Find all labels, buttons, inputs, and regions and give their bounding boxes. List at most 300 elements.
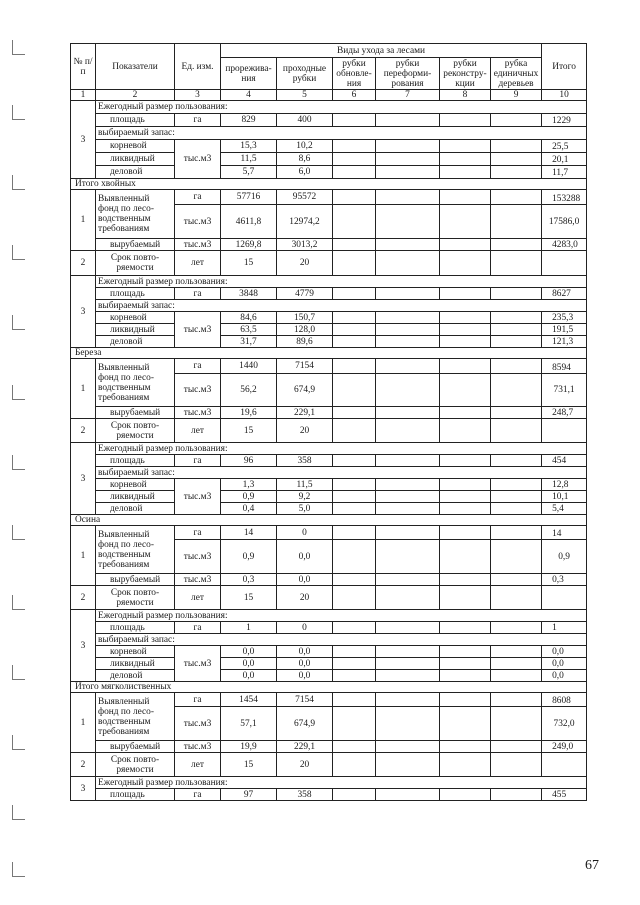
empty-cell (491, 312, 542, 324)
empty-cell (333, 251, 376, 276)
area-label: площадь (96, 455, 175, 467)
empty-cell (491, 658, 542, 670)
empty-cell (376, 239, 440, 251)
empty-cell (440, 140, 491, 153)
unit-cell: тыс.м3 (175, 205, 221, 239)
value-cell: 6,0 (277, 166, 333, 179)
empty-cell (491, 407, 542, 419)
value-cell: 96 (221, 455, 277, 467)
empty-cell (440, 707, 491, 741)
value-cell: 1440 (221, 359, 277, 374)
unit-cell: тыс.м3 (175, 540, 221, 574)
stock-label: выбираемый запас: (96, 634, 587, 646)
value-cell: 1454 (221, 693, 277, 707)
empty-cell (491, 288, 542, 300)
value-cell: 358 (277, 455, 333, 467)
row-number: 3 (71, 443, 96, 515)
value-cell: 11,5 (277, 479, 333, 491)
empty-cell (491, 586, 542, 610)
column-number: 8 (440, 90, 491, 101)
empty-cell (376, 646, 440, 658)
unit-cell: лет (175, 753, 221, 777)
empty-cell (376, 407, 440, 419)
value-cell: 829 (221, 114, 277, 127)
value-cell: 0,9 (221, 491, 277, 503)
empty-cell (333, 540, 376, 574)
value-cell: 63,5 (221, 324, 277, 336)
header-col: рубки обновле-ния (333, 58, 376, 90)
empty-cell (491, 419, 542, 443)
table-row (71, 789, 587, 801)
value-cell: 0,0 (277, 646, 333, 658)
unit-cell: тыс.м3 (175, 574, 221, 586)
empty-cell (333, 693, 376, 707)
annual-use-label: Ежегодный размер пользования: (96, 610, 587, 622)
value-cell: 0 (277, 622, 333, 634)
root-label: корневой (96, 140, 175, 153)
empty-cell (333, 491, 376, 503)
table-row (71, 419, 587, 443)
empty-cell (491, 526, 542, 540)
empty-cell (376, 336, 440, 348)
empty-cell (440, 336, 491, 348)
empty-cell (376, 140, 440, 153)
value-cell: 358 (277, 789, 333, 801)
root-label: корневой (96, 646, 175, 658)
value-cell: 15 (221, 251, 277, 276)
empty-cell (333, 407, 376, 419)
empty-cell (491, 166, 542, 179)
table-row (71, 526, 587, 540)
empty-cell (440, 753, 491, 777)
empty-cell (376, 251, 440, 276)
empty-cell (440, 251, 491, 276)
table-row (71, 239, 587, 251)
fund-label: Выявленный фонд по лесо-водственным требованиям (96, 190, 175, 239)
page-number: 67 (585, 858, 599, 873)
empty-cell (440, 166, 491, 179)
value-cell: 57,1 (221, 707, 277, 741)
empty-cell (491, 114, 542, 127)
unit-cell: га (175, 288, 221, 300)
header-unit: Ед. изм. (175, 44, 221, 90)
root-label: корневой (96, 312, 175, 324)
section-heading-row (71, 348, 587, 359)
empty-cell (376, 753, 440, 777)
empty-cell (333, 239, 376, 251)
column-number: 5 (277, 90, 333, 101)
table-row (71, 574, 587, 586)
cut-label: вырубаемый (96, 574, 175, 586)
empty-cell (376, 670, 440, 682)
value-cell: 400 (277, 114, 333, 127)
column-number: 6 (333, 90, 376, 101)
total-cell: 8627 (542, 288, 587, 300)
unit-cell: лет (175, 251, 221, 276)
total-cell: 0,3 (542, 574, 587, 586)
empty-cell (440, 114, 491, 127)
table-row (71, 140, 587, 153)
empty-cell (376, 574, 440, 586)
empty-cell (440, 407, 491, 419)
total-cell: 454 (542, 455, 587, 467)
empty-cell (491, 670, 542, 682)
table-row (71, 646, 587, 658)
empty-cell (491, 574, 542, 586)
empty-cell (333, 658, 376, 670)
total-cell: 731,1 (542, 374, 587, 407)
liquid-label: ликвидный (96, 658, 175, 670)
empty-cell (491, 205, 542, 239)
table-row (71, 443, 587, 455)
section-heading-row (71, 515, 587, 526)
table-row (71, 658, 587, 670)
value-cell: 7154 (277, 359, 333, 374)
value-cell: 150,7 (277, 312, 333, 324)
empty-cell (491, 491, 542, 503)
row-number: 2 (71, 251, 96, 276)
value-cell: 0 (277, 526, 333, 540)
total-cell: 10,1 (542, 491, 587, 503)
empty-cell (440, 205, 491, 239)
empty-cell (491, 622, 542, 634)
unit-cell: га (175, 526, 221, 540)
empty-cell (440, 526, 491, 540)
unit-cell: тыс.м3 (175, 707, 221, 741)
empty-cell (333, 140, 376, 153)
value-cell: 3013,2 (277, 239, 333, 251)
total-cell: 8594 (542, 359, 587, 374)
column-number: 3 (175, 90, 221, 101)
table-row (71, 407, 587, 419)
total-cell: 0,9 (542, 540, 587, 574)
empty-cell (333, 741, 376, 753)
value-cell: 0,0 (277, 540, 333, 574)
total-cell: 121,3 (542, 336, 587, 348)
value-cell: 0,0 (221, 670, 277, 682)
empty-cell (440, 455, 491, 467)
row-number: 2 (71, 419, 96, 443)
table-row (71, 153, 587, 166)
value-cell: 20 (277, 251, 333, 276)
empty-cell (440, 419, 491, 443)
empty-cell (440, 374, 491, 407)
value-cell: 3848 (221, 288, 277, 300)
header-col: рубки переформи-рования (376, 58, 440, 90)
column-number: 10 (542, 90, 587, 101)
total-cell: 8608 (542, 693, 587, 707)
business-label: деловой (96, 503, 175, 515)
value-cell: 1269,8 (221, 239, 277, 251)
empty-cell (491, 503, 542, 515)
column-number-row (71, 90, 587, 101)
empty-cell (376, 707, 440, 741)
value-cell: 0,3 (221, 574, 277, 586)
unit-cell: тыс.м3 (175, 140, 221, 179)
empty-cell (542, 753, 587, 777)
empty-cell (333, 312, 376, 324)
table-header-row (71, 44, 587, 58)
empty-cell (376, 479, 440, 491)
total-cell: 153288 (542, 190, 587, 205)
total-cell: 20,1 (542, 153, 587, 166)
fund-label: Выявленный фонд по лесо-водственным требованиям (96, 526, 175, 574)
empty-cell (440, 741, 491, 753)
total-cell: 25,5 (542, 140, 587, 153)
value-cell: 0,0 (277, 574, 333, 586)
binding-marks (0, 0, 30, 905)
value-cell: 0,4 (221, 503, 277, 515)
empty-cell (376, 153, 440, 166)
table-row (71, 777, 587, 789)
column-number: 7 (376, 90, 440, 101)
value-cell: 1 (221, 622, 277, 634)
period-label: Срок повто-ряемости (96, 753, 175, 777)
value-cell: 5,0 (277, 503, 333, 515)
value-cell: 12974,2 (277, 205, 333, 239)
empty-cell (333, 622, 376, 634)
unit-cell: га (175, 789, 221, 801)
table-row (71, 753, 587, 777)
unit-cell: га (175, 114, 221, 127)
total-cell: 14 (542, 526, 587, 540)
table-row (71, 114, 587, 127)
value-cell: 31,7 (221, 336, 277, 348)
section-title: Осина (71, 515, 587, 526)
cut-label: вырубаемый (96, 407, 175, 419)
empty-cell (491, 239, 542, 251)
value-cell: 7154 (277, 693, 333, 707)
empty-cell (491, 359, 542, 374)
unit-cell: тыс.м3 (175, 646, 221, 682)
empty-cell (491, 251, 542, 276)
table-row (71, 324, 587, 336)
empty-cell (333, 359, 376, 374)
header-col: рубка единичных деревьев (491, 58, 542, 90)
empty-cell (333, 374, 376, 407)
annual-use-label: Ежегодный размер пользования: (96, 443, 587, 455)
value-cell: 15 (221, 753, 277, 777)
empty-cell (491, 707, 542, 741)
empty-cell (333, 526, 376, 540)
empty-cell (376, 419, 440, 443)
empty-cell (440, 359, 491, 374)
header-indicators: Показатели (96, 44, 175, 90)
empty-cell (376, 114, 440, 127)
table-row (71, 741, 587, 753)
fund-label: Выявленный фонд по лесо-водственным требованиям (96, 359, 175, 407)
business-label: деловой (96, 336, 175, 348)
empty-cell (376, 622, 440, 634)
table-row (71, 455, 587, 467)
empty-cell (440, 312, 491, 324)
total-cell: 0,0 (542, 646, 587, 658)
total-cell: 1 (542, 622, 587, 634)
empty-cell (376, 359, 440, 374)
empty-cell (376, 658, 440, 670)
empty-cell (333, 789, 376, 801)
empty-cell (491, 455, 542, 467)
value-cell: 9,2 (277, 491, 333, 503)
empty-cell (376, 526, 440, 540)
empty-cell (440, 540, 491, 574)
empty-cell (333, 114, 376, 127)
unit-cell: га (175, 455, 221, 467)
unit-cell: тыс.м3 (175, 407, 221, 419)
area-label: площадь (96, 114, 175, 127)
empty-cell (440, 789, 491, 801)
empty-cell (491, 140, 542, 153)
empty-cell (440, 479, 491, 491)
value-cell: 1,3 (221, 479, 277, 491)
value-cell: 229,1 (277, 741, 333, 753)
value-cell: 95572 (277, 190, 333, 205)
empty-cell (440, 288, 491, 300)
header-col: проходные рубки (277, 58, 333, 90)
area-label: площадь (96, 789, 175, 801)
empty-cell (333, 646, 376, 658)
table-row (71, 479, 587, 491)
cut-label: вырубаемый (96, 239, 175, 251)
value-cell: 0,0 (221, 646, 277, 658)
total-cell: 12,8 (542, 479, 587, 491)
table-row (71, 127, 587, 140)
value-cell: 15,3 (221, 140, 277, 153)
value-cell: 15 (221, 419, 277, 443)
empty-cell (491, 336, 542, 348)
empty-cell (376, 288, 440, 300)
empty-cell (491, 153, 542, 166)
annual-use-label: Ежегодный размер пользования: (96, 101, 587, 114)
empty-cell (440, 693, 491, 707)
table-row (71, 288, 587, 300)
table-row (71, 634, 587, 646)
table-row (71, 491, 587, 503)
area-label: площадь (96, 622, 175, 634)
area-label: площадь (96, 288, 175, 300)
total-cell: 455 (542, 789, 587, 801)
column-number: 4 (221, 90, 277, 101)
unit-cell: тыс.м3 (175, 312, 221, 348)
empty-cell (333, 479, 376, 491)
annual-use-label: Ежегодный размер пользования: (96, 276, 587, 288)
value-cell: 5,7 (221, 166, 277, 179)
table-row (71, 336, 587, 348)
empty-cell (440, 239, 491, 251)
unit-cell: га (175, 359, 221, 374)
empty-cell (491, 324, 542, 336)
empty-cell (376, 503, 440, 515)
empty-cell (376, 455, 440, 467)
table-row (71, 101, 587, 114)
empty-cell (440, 574, 491, 586)
value-cell: 84,6 (221, 312, 277, 324)
unit-cell: га (175, 693, 221, 707)
unit-cell: лет (175, 419, 221, 443)
total-cell: 0,0 (542, 658, 587, 670)
empty-cell (440, 622, 491, 634)
unit-cell: тыс.м3 (175, 239, 221, 251)
row-number: 3 (71, 777, 96, 801)
empty-cell (333, 419, 376, 443)
empty-cell (333, 166, 376, 179)
empty-cell (333, 288, 376, 300)
empty-cell (376, 312, 440, 324)
empty-cell (491, 540, 542, 574)
value-cell: 4779 (277, 288, 333, 300)
empty-cell (440, 503, 491, 515)
total-cell: 0,0 (542, 670, 587, 682)
table-row (71, 693, 587, 707)
empty-cell (440, 658, 491, 670)
table-row (71, 670, 587, 682)
empty-cell (376, 586, 440, 610)
unit-cell: га (175, 190, 221, 205)
value-cell: 674,9 (277, 374, 333, 407)
table-row (71, 276, 587, 288)
row-number: 1 (71, 526, 96, 586)
value-cell: 229,1 (277, 407, 333, 419)
total-cell: 732,0 (542, 707, 587, 741)
empty-cell (333, 190, 376, 205)
unit-cell: га (175, 622, 221, 634)
period-label: Срок повто-ряемости (96, 251, 175, 276)
value-cell: 19,9 (221, 741, 277, 753)
empty-cell (376, 693, 440, 707)
empty-cell (333, 586, 376, 610)
empty-cell (376, 540, 440, 574)
total-cell: 235,3 (542, 312, 587, 324)
stock-label: выбираемый запас: (96, 467, 587, 479)
column-number: 2 (96, 90, 175, 101)
value-cell: 10,2 (277, 140, 333, 153)
empty-cell (333, 336, 376, 348)
period-label: Срок повто-ряемости (96, 586, 175, 610)
empty-cell (333, 503, 376, 515)
table-row (71, 610, 587, 622)
stock-label: выбираемый запас: (96, 127, 587, 140)
forest-care-table (70, 43, 587, 801)
section-title: Итого хвойных (71, 179, 587, 190)
stock-label: выбираемый запас: (96, 300, 587, 312)
empty-cell (376, 190, 440, 205)
table-row (71, 190, 587, 205)
empty-cell (333, 153, 376, 166)
total-cell: 11,7 (542, 166, 587, 179)
empty-cell (542, 586, 587, 610)
unit-cell: тыс.м3 (175, 479, 221, 515)
value-cell: 0,9 (221, 540, 277, 574)
business-label: деловой (96, 166, 175, 179)
section-heading-row (71, 682, 587, 693)
empty-cell (333, 753, 376, 777)
empty-cell (333, 670, 376, 682)
empty-cell (440, 153, 491, 166)
empty-cell (491, 646, 542, 658)
unit-cell: тыс.м3 (175, 741, 221, 753)
empty-cell (440, 491, 491, 503)
table-row (71, 359, 587, 374)
value-cell: 8,6 (277, 153, 333, 166)
empty-cell (440, 670, 491, 682)
row-number: 3 (71, 610, 96, 682)
row-number: 1 (71, 359, 96, 419)
empty-cell (333, 707, 376, 741)
unit-cell: тыс.м3 (175, 374, 221, 407)
header-num: № п/ п (71, 44, 96, 90)
column-number: 1 (71, 90, 96, 101)
value-cell: 20 (277, 419, 333, 443)
